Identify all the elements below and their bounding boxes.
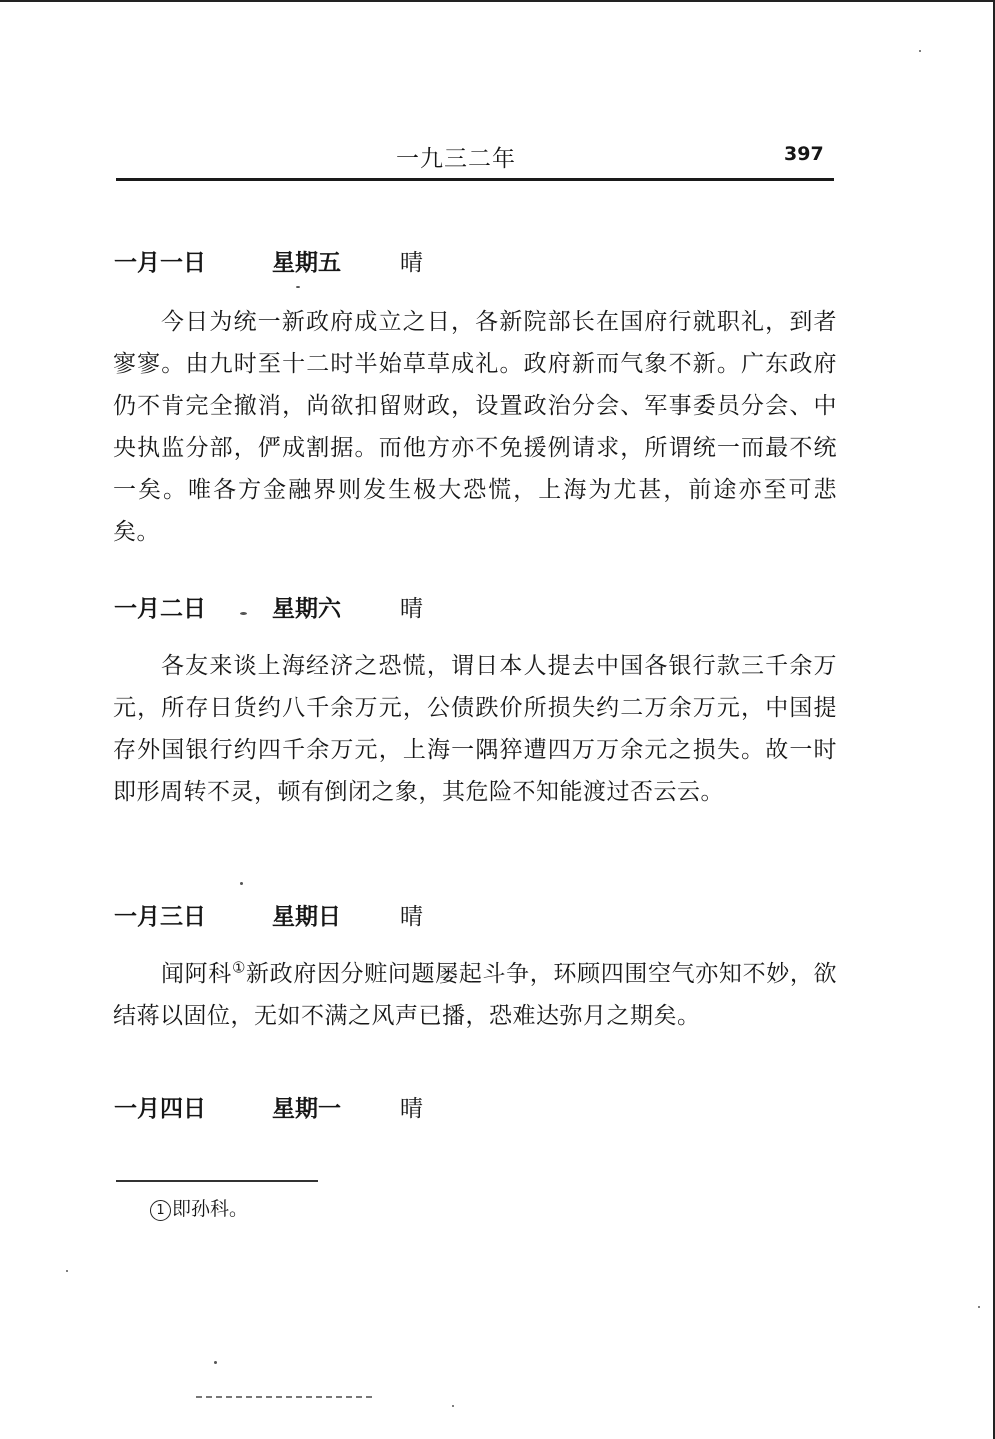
scan-speck: [240, 612, 247, 615]
entry-date: 一月四日: [114, 1096, 206, 1122]
entry-date: 一月三日: [114, 904, 206, 930]
scan-speck: [978, 1306, 980, 1308]
entry-body-jan-3: [113, 953, 837, 1037]
entry-body-text: 新政府因分赃问题屡起斗争，环顾四围空气亦知不妙，欲结蒋以固位，无如不满之风声已播，恐难达弥月之期矣。: [113, 961, 837, 1029]
scan-speck: [66, 1270, 68, 1272]
scan-speck: [919, 50, 921, 52]
footnote-reference: ①: [231, 958, 247, 977]
scan-speck: [296, 286, 300, 288]
scan-speck: [240, 882, 243, 885]
footnote-text: 即孙科。: [172, 1198, 249, 1220]
entry-body-jan-2: 各友来谈上海经济之恐慌，谓日本人提去中国各银行款三千余万元，所存日货约八千余万元，公债跌价所损失约二万余万元，中国提存外国银行约四千余万元，上海一隅猝遭四万万余元之损失。故一时即形周转不灵，顿有倒闭之象，其危险不知能渡过否云云。: [113, 653, 837, 805]
entry-weekday: 星期日: [272, 904, 341, 930]
entry-weather: 晴: [400, 904, 423, 930]
entry-weather: 晴: [400, 250, 423, 276]
page-frame-top: [0, 0, 995, 2]
entry-weekday: 星期一: [272, 1096, 341, 1122]
entry-date: 一月二日: [114, 596, 206, 622]
running-title: 一九三二年: [396, 146, 516, 172]
entry-weather: 晴: [400, 596, 423, 622]
entry-weekday: 星期六: [272, 596, 341, 622]
scan-speck: [452, 1405, 454, 1407]
entry-body-jan-1: 今日为统一新政府成立之日，各新院部长在国府行就职礼，到者寥寥。由九时至十二时半始草草成礼。政府新而气象不新。广东政府仍不肯完全撤消，尚欲扣留财政，设置政治分会、军事委员分会、中央执监分部，俨成割据。而他方亦不免援例请求，所谓统一而最不统一矣。唯各方金融界则发生极大恐慌，上海为尤甚，前途亦至可悲矣。: [113, 309, 837, 545]
entry-weather: 晴: [400, 1096, 423, 1122]
entry-date: 一月一日: [114, 250, 206, 276]
header-rule: [116, 178, 834, 181]
footnote: [150, 1194, 248, 1221]
scan-speck: [214, 1361, 217, 1364]
entry-body-text: 闻阿科: [161, 961, 232, 987]
footnote-marker: 1: [150, 1200, 171, 1221]
footnote-rule: [116, 1180, 318, 1182]
page-number: 397: [784, 143, 824, 165]
scan-smudge: [196, 1396, 376, 1398]
entry-weekday: 星期五: [272, 250, 341, 276]
